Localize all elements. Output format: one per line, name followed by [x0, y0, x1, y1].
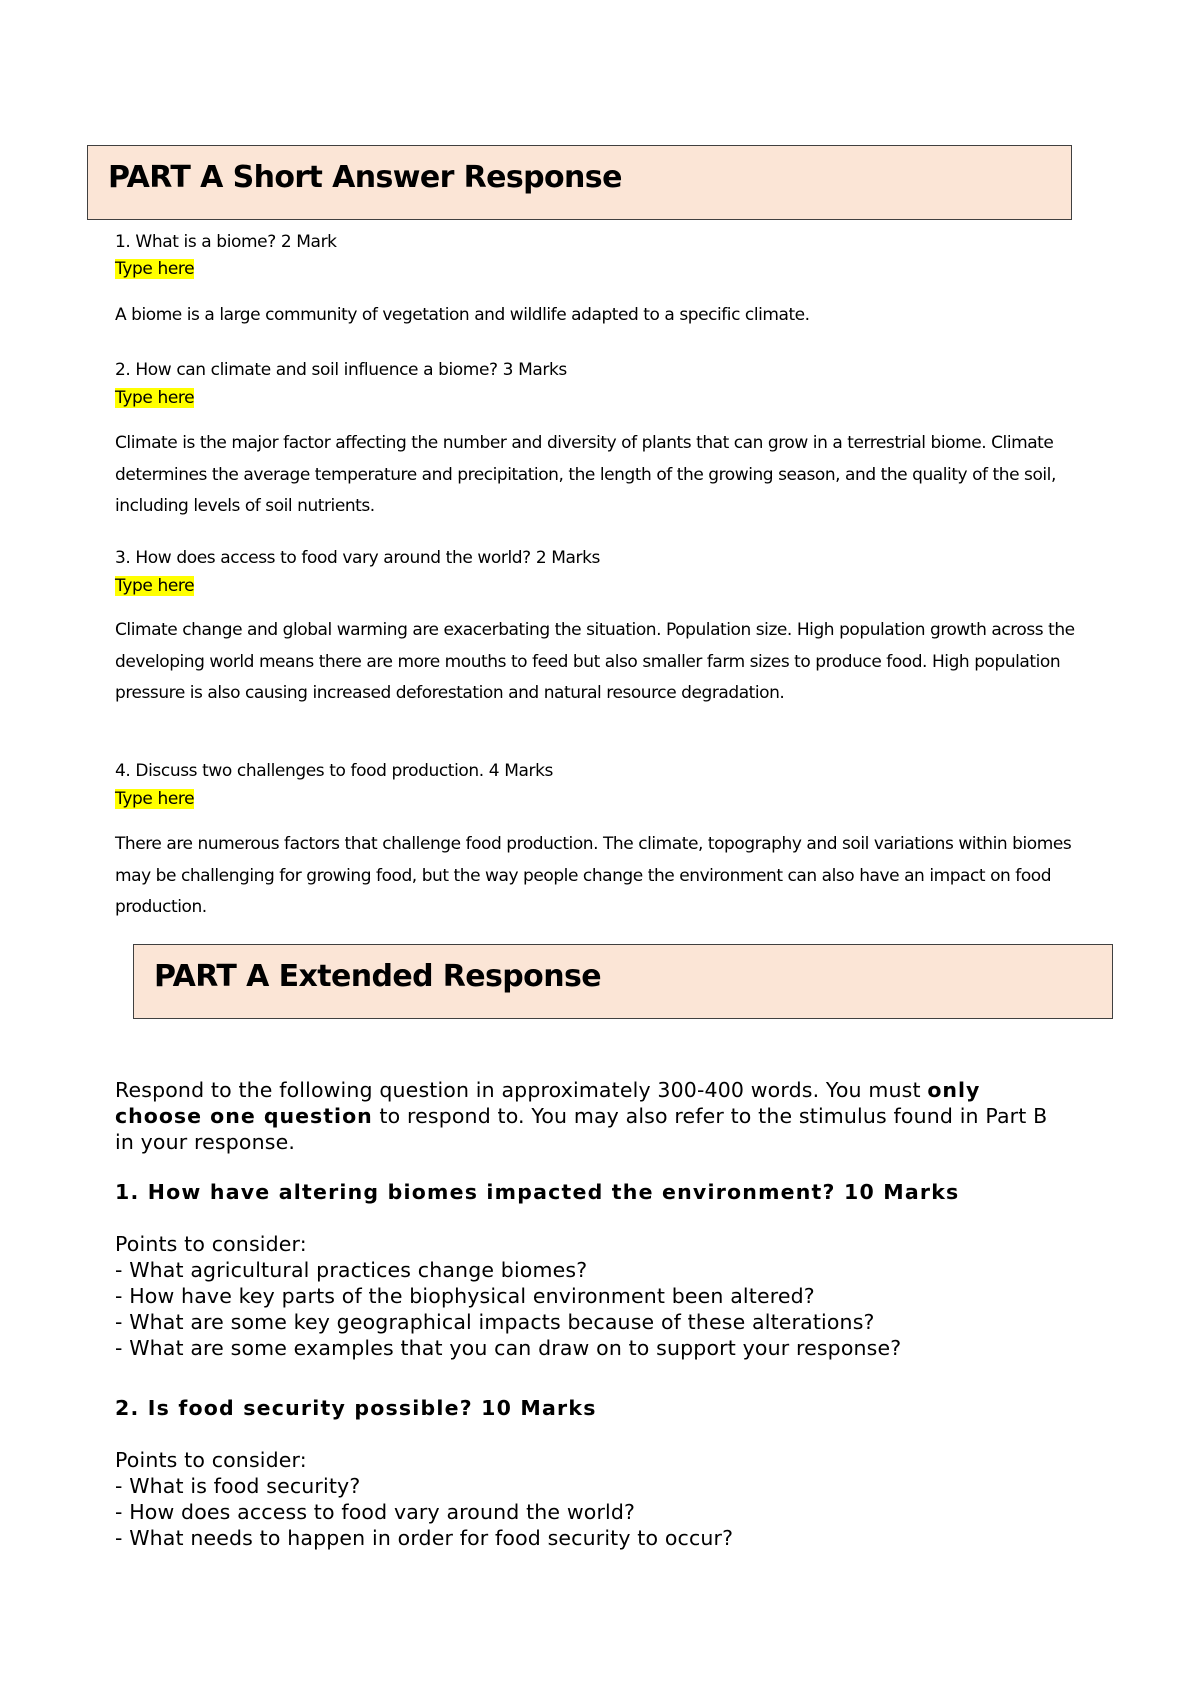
- extended-question-2-title: 2. Is food security possible? 10 Marks: [115, 1396, 597, 1420]
- intro-emphasis: choose one question: [115, 1104, 373, 1128]
- question-4-type-here[interactable]: [115, 789, 194, 809]
- type-here-field[interactable]: Type here: [115, 789, 195, 809]
- intro-line-3: in your response.: [115, 1130, 295, 1154]
- points-label: Points to consider:: [115, 1232, 307, 1256]
- intro-text: to respond to. You may also refer to the stimulus found in Part B: [372, 1104, 1048, 1128]
- points-label: Points to consider:: [115, 1448, 307, 1472]
- point-item: - What are some examples that you can draw on to support your response?: [115, 1336, 902, 1360]
- point-item: - What are some key geographical impacts because of these alterations?: [115, 1310, 875, 1334]
- question-3-type-here[interactable]: [115, 576, 194, 596]
- point-item: - What is food security?: [115, 1474, 361, 1498]
- extended-question-1-points: [115, 1231, 1115, 1361]
- question-3-prompt: 3. How does access to food vary around the world? 2 Marks: [115, 548, 601, 568]
- extended-heading-box: [133, 944, 1113, 1019]
- extended-intro: [115, 1077, 1115, 1155]
- type-here-field[interactable]: Type here: [115, 388, 195, 408]
- extended-question-2-points: [115, 1447, 1115, 1551]
- short-answer-heading: PART A Short Answer Response: [108, 160, 622, 195]
- point-item: - How does access to food vary around the world?: [115, 1500, 636, 1524]
- question-3-answer: Climate change and global warming are exacerbating the situation. Population size. High population growth across the developing world means there are more mouths to feed but also smaller farm sizes to produce food. High population pressure is also causing increased deforestation and natural resource degradation.: [115, 620, 1075, 703]
- point-item: - What needs to happen in order for food security to occur?: [115, 1526, 734, 1550]
- type-here-field[interactable]: Type here: [115, 576, 195, 596]
- question-1-prompt: 1. What is a biome? 2 Mark: [115, 232, 337, 252]
- question-4-answer: There are numerous factors that challenge food production. The climate, topography and soil variations within biomes may be challenging for growing food, but the way people change the environment can also have an impact on food production.: [115, 834, 1072, 917]
- point-item: - How have key parts of the biophysical environment been altered?: [115, 1284, 815, 1308]
- short-answer-heading-box: [87, 145, 1072, 220]
- question-1-answer: A biome is a large community of vegetation and wildlife adapted to a specific climate.: [115, 305, 810, 325]
- intro-text: Respond to the following question in approximately 300-400 words. You must: [115, 1078, 928, 1102]
- intro-line-2: [115, 1103, 1115, 1129]
- point-item: - What agricultural practices change biomes?: [115, 1258, 588, 1282]
- question-1-type-here[interactable]: [115, 259, 194, 279]
- question-2-type-here[interactable]: [115, 388, 194, 408]
- question-2-answer: Climate is the major factor affecting the number and diversity of plants that can grow in a terrestrial biome. Climate determines the average temperature and precipitation, the length of the growing season, and the quality of the soil, including levels of soil nutrients.: [115, 433, 1056, 516]
- extended-heading: PART A Extended Response: [154, 959, 601, 994]
- intro-line-1: [115, 1077, 1115, 1103]
- intro-emphasis: only: [927, 1078, 981, 1102]
- extended-question-1-title: 1. How have altering biomes impacted the environment? 10 Marks: [115, 1180, 960, 1204]
- question-2-prompt: 2. How can climate and soil influence a biome? 3 Marks: [115, 360, 567, 380]
- question-4-prompt: 4. Discuss two challenges to food production. 4 Marks: [115, 761, 553, 781]
- type-here-field[interactable]: Type here: [115, 259, 195, 279]
